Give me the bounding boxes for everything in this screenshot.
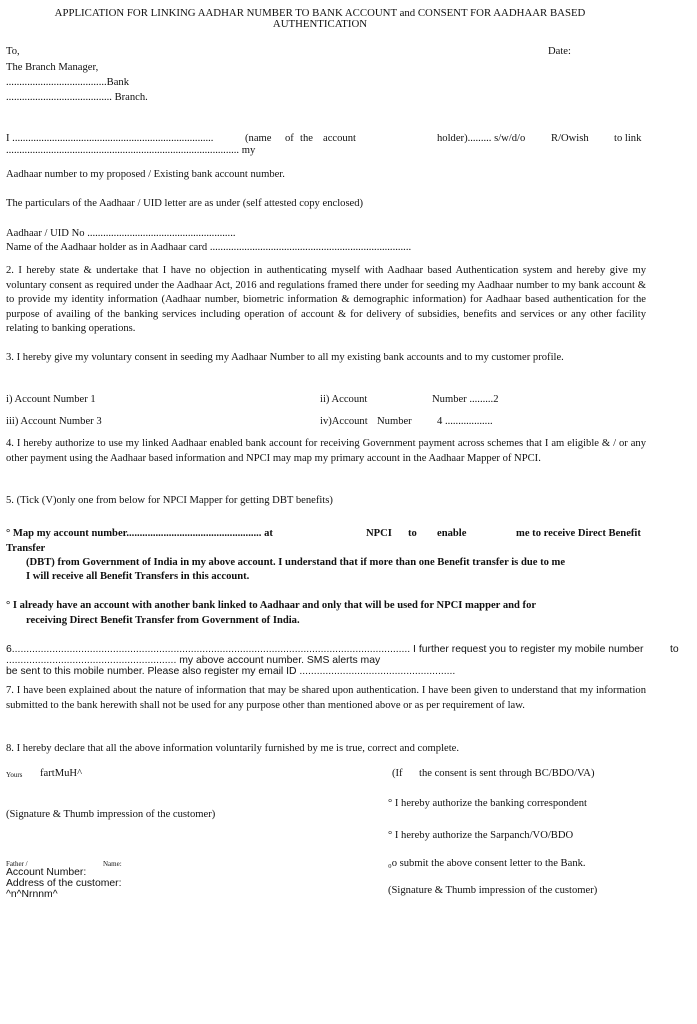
option-1-word: enable [437,528,467,539]
option-1-word: me to receive Direct Benefit [516,528,641,539]
option-1-word: Transfer [6,543,46,554]
customer-signature-right: (Signature & Thumb impression of the customer) [388,885,598,896]
option-2-line-2: receiving Direct Benefit Transfer from Government of India. [26,615,300,626]
branch-manager: The Branch Manager, [6,62,99,73]
title-line-1: APPLICATION FOR LINKING AADHAR NUMBER TO BANK ACCOUNT and CONSENT FOR AADHAAR BASED [54,7,586,19]
intro-word: to link [614,133,642,144]
title-line-2: AUTHENTICATION [272,18,368,30]
if-consent-open: (If [392,768,403,779]
account-number-1: i) Account Number 1 [6,394,96,405]
authorize-sarpanch-option[interactable]: ° I hereby authorize the Sarpanch/VO/BDO [388,830,574,841]
uid-number-line: Aadhaar / UID No ........................................................ [6,228,236,239]
paragraph-6-line-1: 6.......................................................................................................................................... I further request you to register my mobile number [6,644,644,655]
paragraph-3: 3. I hereby give my voluntary consent in seeding my Aadhaar Number to all my existing bank accounts and to my customer profile. [6,352,564,363]
name-label: Name: [103,860,122,868]
option-existing-account-checkbox[interactable]: ° I already have an account with another bank linked to Aadhaar and only that will be used for NPCI mapper and for [6,600,537,611]
paragraph-6-line-3: be sent to this mobile number. Please also register my email ID ...................................................... [6,666,456,677]
faithfully-text: fartMuH^ [40,768,83,779]
paragraph-6-line-2: ........................................................... my above account number. SMS alerts may [6,655,381,666]
paragraph-8: 8. I hereby declare that all the above information voluntarily furnished by me is true, correct and complete. [6,743,460,754]
account-number-4-word: Number [377,416,412,427]
account-number-2-label: ii) Account [320,394,368,405]
paragraph-6-to: to [670,644,679,655]
intro-word: holder)......... s/w/d/o [437,133,526,144]
intro-line-3: Aadhaar number to my proposed / Existing bank account number. [6,169,285,180]
intro-word: the [300,133,313,144]
account-number-2-value: Number .........2 [432,394,499,405]
intro-word: (name [245,133,272,144]
to-label: To, [6,46,20,57]
intro-line-2: ........................................................................................ my [6,145,256,156]
account-number-4-value: 4 .................. [437,416,493,427]
intro-word: account [323,133,356,144]
option-1-line-3: (DBT) from Government of India in my above account. I understand that if more than one Benefit transfer is due to me [26,557,566,568]
document-title [20,8,620,30]
date-label: Date: [548,46,571,57]
if-consent-text: the consent is sent through BC/BDO/VA) [419,768,595,779]
authorize-banking-correspondent-option[interactable]: ° I hereby authorize the banking correspondent [388,798,587,809]
intro-word: R/Owish [551,133,589,144]
bank-line: ......................................Bank [6,77,130,88]
garbled-text: ^n^Nrnnm^ [6,889,58,900]
account-number-label: Account Number: [6,867,87,878]
paragraph-7: 7. I have been explained about the nature of information that may be shared upon authentication. I have been given to understand that my information submitted to the bank herewith shall not be used for any purpose other than mentioned above or as per requirement of law. [6,685,646,711]
aadhaar-holder-name-line: Name of the Aadhaar holder as in Aadhaar card ............................................................................ [6,242,412,253]
paragraph-4: 4. I hereby authorize to use my linked Aadhaar enabled bank account for receiving Government payment across schemes that I am eligible & / or any other payment using the Aadhaar based information and NPCI may map my primary account in the Aadhaar Mapper of NPCI. [6,438,646,464]
submit-consent-text: ₀o submit the above consent letter to the Bank. [388,858,586,869]
option-map-account-checkbox[interactable]: ° Map my account number................................................... at [6,528,273,539]
option-1-line-4: I will receive all Benefit Transfers in this account. [26,571,250,582]
option-1-word: NPCI [366,528,392,539]
account-number-3: iii) Account Number 3 [6,416,102,427]
paragraph-5: 5. (Tick (V)only one from below for NPCI Mapper for getting DBT benefits) [6,495,333,506]
customer-address-label: Address of the customer: [6,878,122,889]
intro-word: of [285,133,294,144]
account-number-4-label: iv)Account [320,416,368,427]
customer-signature-left: (Signature & Thumb impression of the customer) [6,809,216,820]
option-1-word: to [408,528,417,539]
branch-line: ........................................ Branch. [6,92,148,103]
paragraph-2: 2. I hereby state & undertake that I have no objection in authenticating myself with Aadhaar based Authentication system and hereby give my voluntary consent as required under the Aadhaar Act, 2016 and regulations framed there under for seeding my Aadhaar number to my bank account & to provide my identity information (Aadhaar number, biometric information & demographic information) for Aadhaar based authentication for the purpose of availing of the banking services including operation of account & for delivery of subsidies, benefits and services or any other facility relating to banking operations. [6,265,646,335]
intro-name-dots: I ............................................................................ [6,133,214,144]
yours-label: Yours [6,771,23,779]
particulars-text: The particulars of the Aadhaar / UID letter are as under (self attested copy enclosed) [6,198,364,209]
father-label: Father / [6,860,28,868]
